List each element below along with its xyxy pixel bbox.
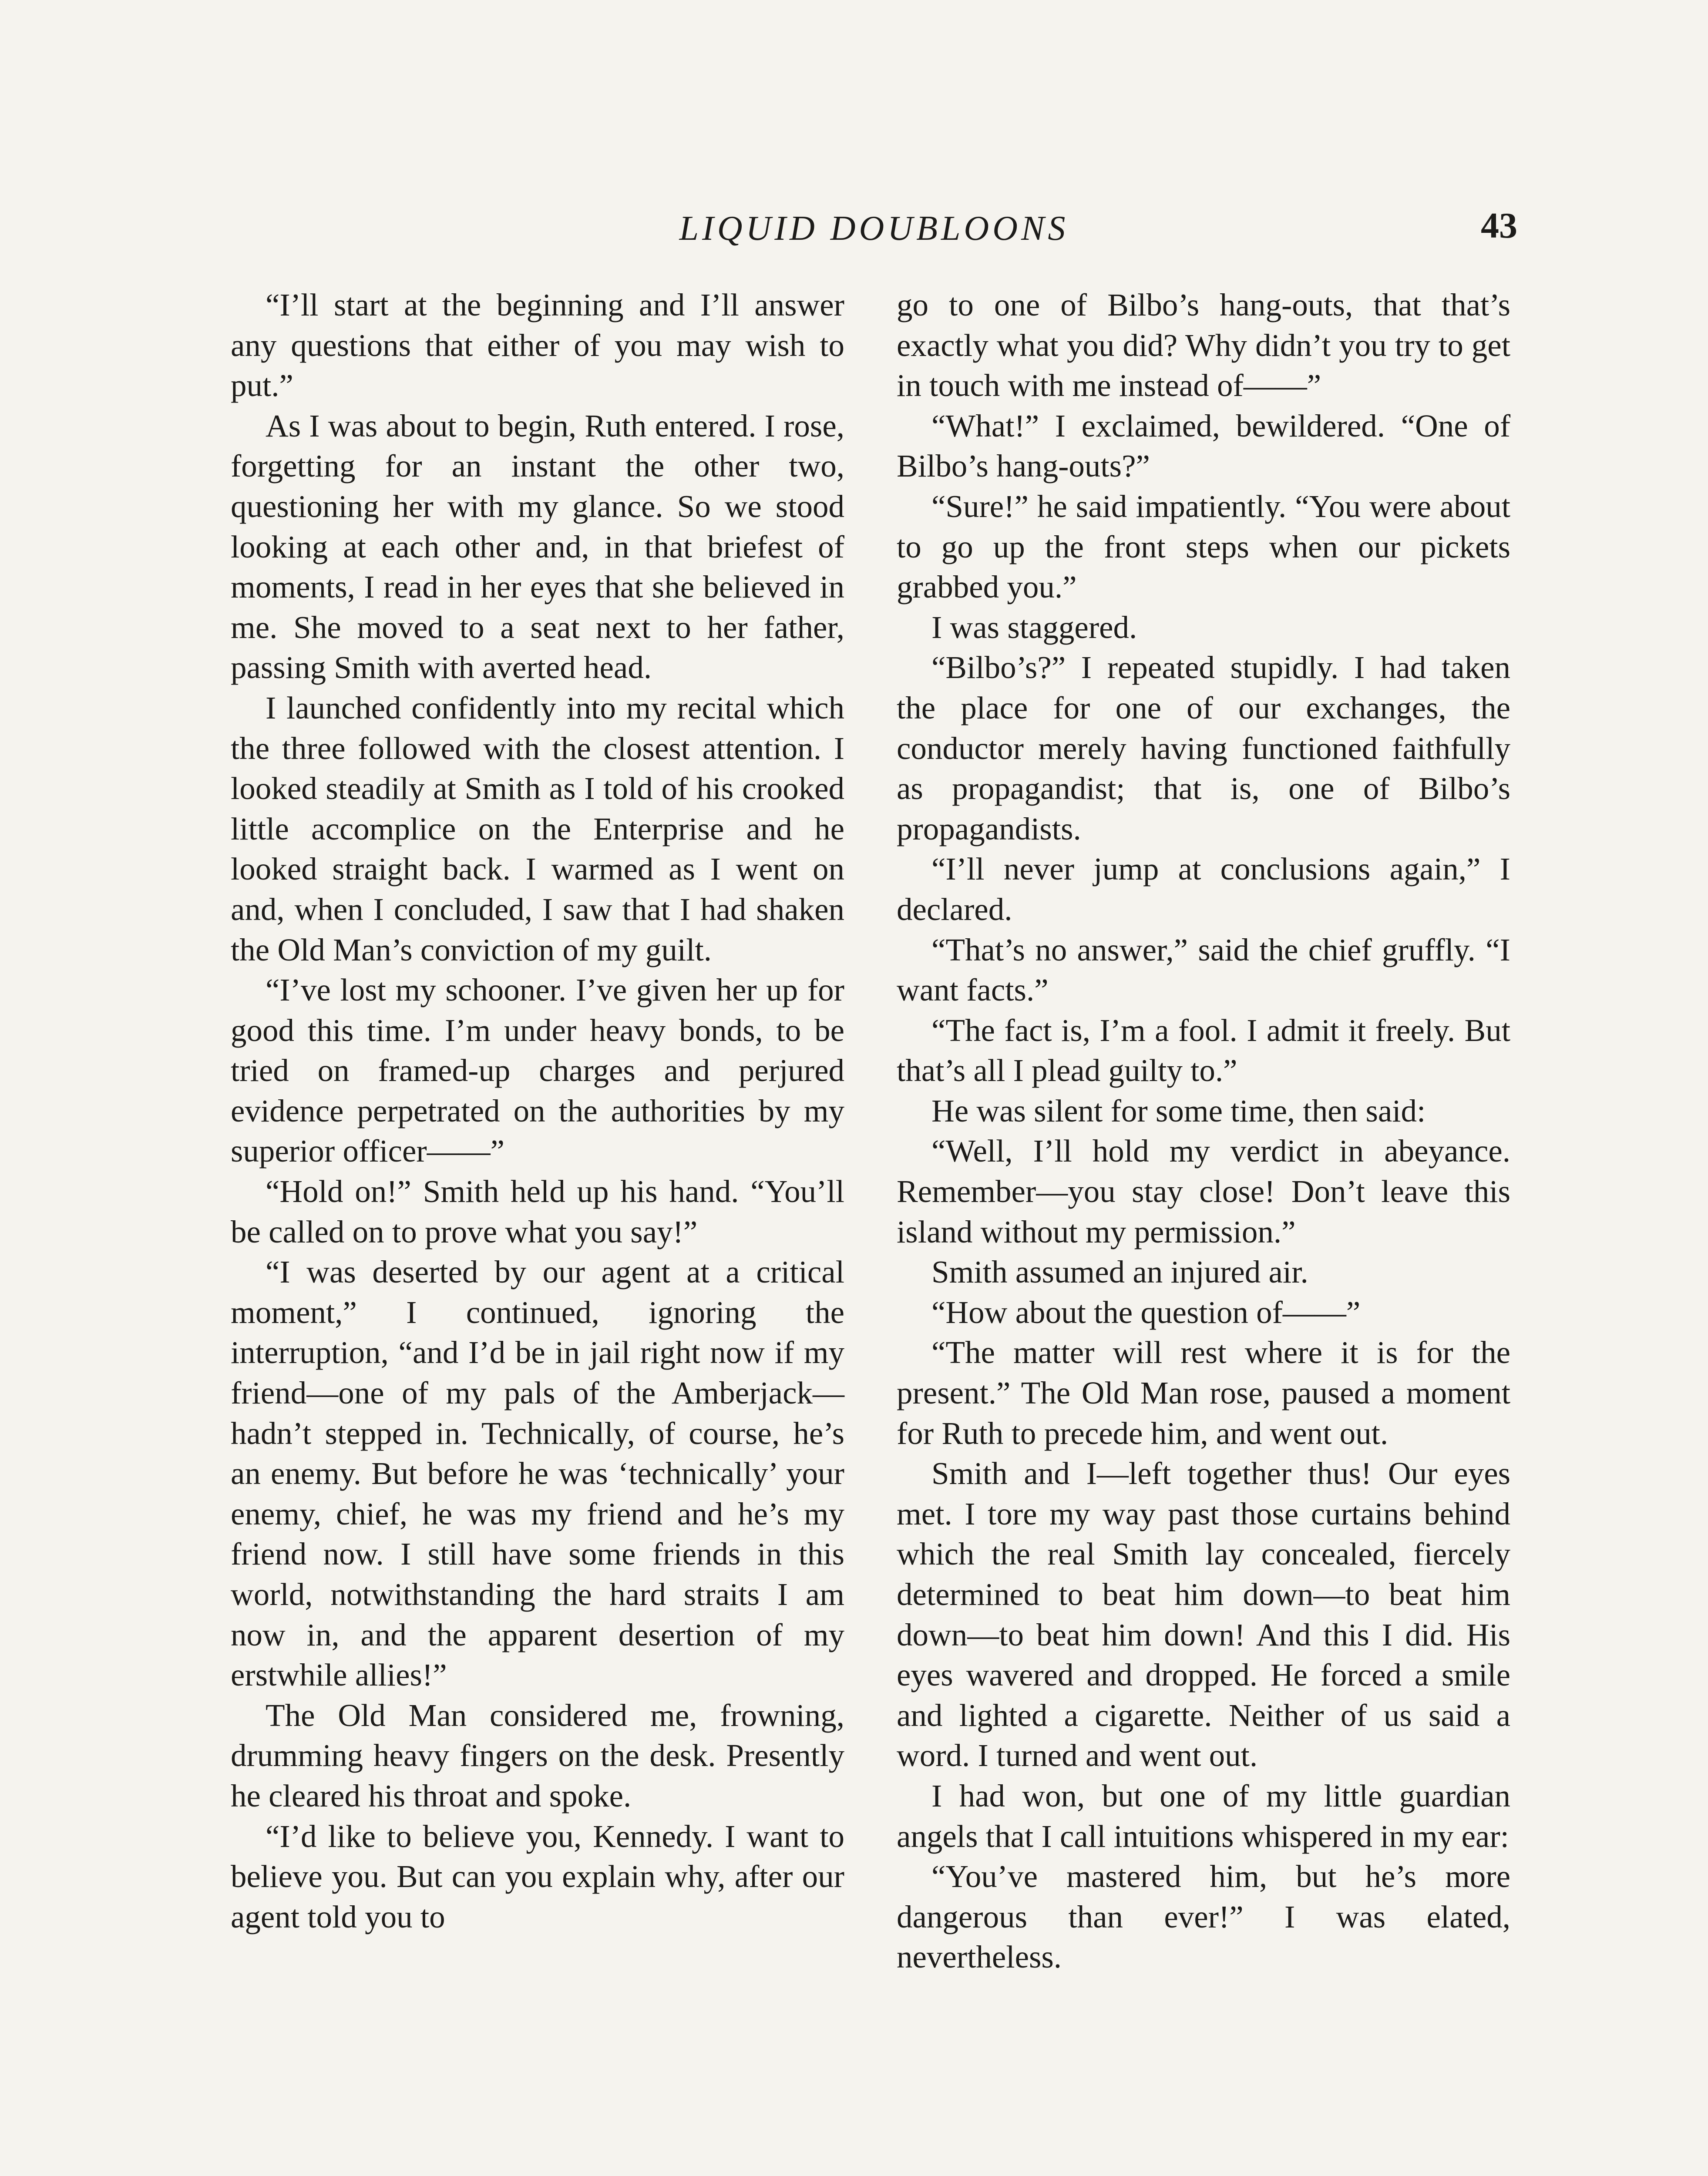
paragraph: “Sure!” he said impatiently. “You were about to go up the front steps when our pickets grabbed you.” bbox=[897, 488, 1510, 605]
paragraph: “I’ll never jump at conclusions again,” I declared. bbox=[897, 851, 1510, 927]
paragraph: As I was about to begin, Ruth entered. I rose, forgetting for an instant the other two, questioning her with my glance. So we stood looking at each other and, in that briefest of moments, I read in her eyes that she believed in me. She moved to a seat next to her father, passing Smith with averted head. bbox=[231, 408, 844, 685]
paragraph: He was silent for some time, then said: bbox=[931, 1093, 1426, 1128]
paragraph: “That’s no answer,” said the chief gruffly. “I want facts.” bbox=[897, 932, 1510, 1008]
paragraph: “I’d like to believe you, Kennedy. I want to believe you. But can you explain why, after our agent told you to bbox=[231, 1818, 844, 1934]
right-column bbox=[897, 285, 1510, 1978]
paragraph: Smith and I—left together thus! Our eyes met. I tore my way past those curtains behind which the real Smith lay concealed, fiercely determined to beat him down—to beat him down—to beat him down! And this I did. His eyes wavered and dropped. He forced a smile and lighted a cigarette. Neither of us said a word. I turned and went out. bbox=[897, 1456, 1510, 1773]
paragraph: “I’ll start at the beginning and I’ll answer any questions that either of you may wish to put.” bbox=[231, 287, 844, 403]
paragraph: “You’ve mastered him, but he’s more dangerous than ever!” I was elated, nevertheless. bbox=[897, 1859, 1510, 1975]
paragraph: “The matter will rest where it is for the present.” The Old Man rose, paused a moment for Ruth to precede him, and went out. bbox=[897, 1335, 1510, 1451]
paragraph: “Hold on!” Smith held up his hand. “You’ll be called on to prove what you say!” bbox=[231, 1174, 844, 1249]
paragraph: I launched confidently into my recital which the three followed with the closest attention. I looked steadily at Smith as I told of his crooked little accomplice on the Enterprise and he looked straight back. I warmed as I went on and, when I concluded, I saw that I had shaken the Old Man’s conviction of my guilt. bbox=[231, 690, 844, 967]
paragraph: “Bilbo’s?” I repeated stupidly. I had taken the place for one of our exchanges, the conductor merely having functioned faithfully as propagandist; that is, one of Bilbo’s propagandists. bbox=[897, 650, 1510, 846]
paragraph: “The fact is, I’m a fool. I admit it freely. But that’s all I plead guilty to.” bbox=[897, 1012, 1510, 1088]
running-title: LIQUID DOUBLOONS bbox=[679, 209, 1069, 248]
paragraph: “I was deserted by our agent at a critical moment,” I continued, ignoring the interruption, “and I’d be in jail right now if my friend—one of my pals of the Amberjack—hadn’t stepped in. Technically, of course, he’s an enemy. But before he was ‘technically’ your enemy, chief, he was my friend and he’s my friend now. I still have some friends in this world, notwithstanding the hard straits I am now in, and the apparent desertion of my erstwhile allies!” bbox=[231, 1254, 844, 1693]
paragraph: The Old Man considered me, frowning, drumming heavy fingers on the desk. Presently he cleared his throat and spoke. bbox=[231, 1697, 844, 1813]
paragraph: go to one of Bilbo’s hang-outs, that that’s exactly what you did? Why didn’t you try to get in touch with me instead of——” bbox=[897, 287, 1510, 403]
paragraph: “Well, I’ll hold my verdict in abeyance. Remember—you stay close! Don’t leave this island without my permission.” bbox=[897, 1133, 1510, 1249]
paragraph: “What!” I exclaimed, bewildered. “One of Bilbo’s hang-outs?” bbox=[897, 408, 1510, 484]
page-number: 43 bbox=[1481, 205, 1517, 246]
paragraph: Smith assumed an injured air. bbox=[931, 1254, 1308, 1290]
paragraph: I had won, but one of my little guardian angels that I call intuitions whispered in my ear: bbox=[897, 1778, 1510, 1854]
paragraph: “I’ve lost my schooner. I’ve given her up for good this time. I’m under heavy bonds, to be tried on framed-up charges and perjured evidence perpetrated on the authorities by my superior officer——” bbox=[231, 972, 844, 1169]
left-column bbox=[231, 285, 844, 1937]
running-head bbox=[231, 205, 1517, 257]
paragraph: I was staggered. bbox=[931, 609, 1137, 645]
paragraph: “How about the question of——” bbox=[931, 1294, 1361, 1330]
